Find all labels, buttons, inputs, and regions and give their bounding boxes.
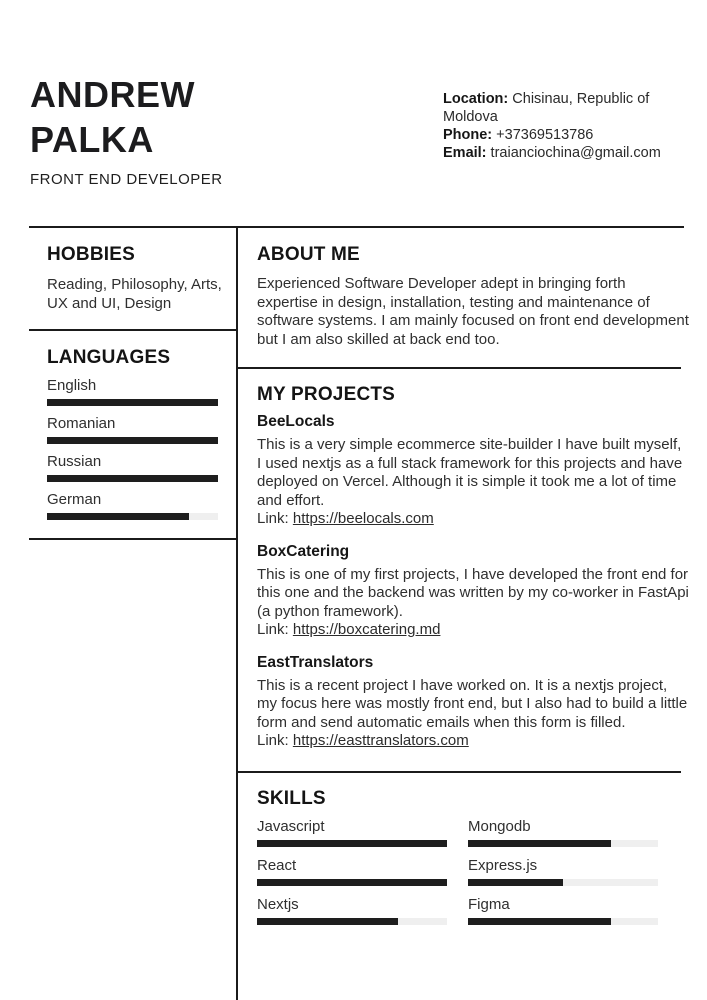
- skill-label: Javascript: [257, 818, 325, 835]
- skill-bar: [468, 840, 658, 847]
- skills-column-left: [257, 818, 447, 935]
- hobbies-text: Reading, Philosophy, Arts, UX and UI, Design: [47, 276, 222, 312]
- skill-bar-fill: [468, 879, 563, 886]
- language-bar-fill: [47, 399, 218, 406]
- skill-bar: [257, 879, 447, 886]
- skill-bar: [257, 840, 447, 847]
- language-bar: [47, 399, 218, 406]
- skill-bar-fill: [257, 918, 398, 925]
- phone-value: +37369513786: [496, 127, 594, 143]
- about-text: Experienced Software Developer adept in bringing forth expertise in design, installation, testing and maintenance of software systems. I am mainly focused on front end development but I am also skilled at back end too.: [257, 275, 689, 348]
- language-label: English: [47, 377, 97, 394]
- link-label: Link:: [257, 621, 289, 638]
- language-label: German: [47, 491, 102, 508]
- list-item: [257, 818, 447, 847]
- list-item: [47, 491, 218, 520]
- email-value: traianciochina@gmail.com: [490, 145, 661, 161]
- skill-label: Express.js: [468, 857, 538, 874]
- skill-bar: [468, 918, 658, 925]
- skills-grid: [257, 818, 658, 935]
- column-divider: [236, 226, 238, 1000]
- skill-bar-fill: [257, 879, 447, 886]
- project-description: This is a recent project I have worked on. It is a nextjs project, my focus here was mostly front end, but I also had to build a little form and send automatic emails when this form is filled.: [257, 676, 688, 731]
- hobbies-languages-divider: [29, 329, 236, 331]
- list-item: [47, 377, 218, 406]
- languages-heading: LANGUAGES: [47, 347, 171, 368]
- header: [30, 72, 223, 188]
- skill-label: Figma: [468, 896, 510, 913]
- project-link-line: [257, 510, 689, 529]
- list-item: [47, 453, 218, 482]
- hobbies-heading: HOBBIES: [47, 244, 135, 265]
- list-item: [47, 415, 218, 444]
- project-title: EastTranslators: [257, 653, 374, 671]
- project-link[interactable]: https://easttranslators.com: [292, 732, 469, 749]
- project-link[interactable]: https://beelocals.com: [292, 510, 434, 527]
- skill-bar-fill: [468, 840, 611, 847]
- project-link-line: [257, 621, 689, 640]
- name-last: PALKA: [30, 119, 154, 160]
- list-item: [468, 896, 658, 925]
- contact-block: [443, 90, 675, 162]
- location-label: Location:: [443, 91, 509, 107]
- skill-bar-fill: [468, 918, 611, 925]
- skill-label: React: [257, 857, 297, 874]
- languages-list: [47, 377, 218, 529]
- list-item: [257, 542, 689, 640]
- language-bar-fill: [47, 513, 189, 520]
- language-bar-fill: [47, 437, 218, 444]
- language-bar-fill: [47, 475, 218, 482]
- link-label: Link:: [257, 510, 289, 527]
- skill-bar: [257, 918, 447, 925]
- link-label: Link:: [257, 732, 289, 749]
- email-label: Email:: [443, 145, 487, 161]
- job-title: FRONT END DEVELOPER: [30, 171, 223, 188]
- list-item: [257, 857, 447, 886]
- language-bar: [47, 475, 218, 482]
- project-title: BeeLocals: [257, 413, 335, 430]
- project-description: This is one of my first projects, I have developed the front end for this one and the backend was written by my co-worker in FastApi (a python framework).: [257, 565, 689, 620]
- languages-bottom-divider: [29, 538, 236, 540]
- language-bar: [47, 513, 218, 520]
- project-title: BoxCatering: [257, 542, 350, 560]
- name-first: ANDREW: [30, 74, 195, 115]
- phone-label: Phone:: [443, 127, 493, 143]
- skill-bar: [468, 879, 658, 886]
- project-link[interactable]: https://boxcatering.md: [292, 621, 441, 638]
- project-description: This is a very simple ecommerce site-builder I have built myself, I used nextjs as a full stack framework for this projects and have deployed on Vercel. Although it is simple it took me a lot of time and effort.: [257, 436, 683, 509]
- list-item: [257, 896, 447, 925]
- language-label: Russian: [47, 453, 102, 470]
- skill-label: Mongodb: [468, 818, 531, 835]
- list-item: [468, 857, 658, 886]
- project-link-line: [257, 732, 689, 751]
- skills-column-right: [468, 818, 658, 935]
- language-bar: [47, 437, 218, 444]
- skills-heading: SKILLS: [257, 788, 326, 809]
- top-divider: [29, 226, 684, 228]
- skill-bar-fill: [257, 840, 447, 847]
- location-value: Chisinau, Republic of Moldova: [443, 91, 650, 125]
- about-projects-divider: [238, 367, 681, 369]
- about-heading: ABOUT ME: [257, 244, 360, 265]
- projects-heading: MY PROJECTS: [257, 384, 396, 405]
- projects-skills-divider: [238, 771, 681, 773]
- list-item: [257, 653, 689, 751]
- list-item: [468, 818, 658, 847]
- list-item: [257, 412, 689, 529]
- language-label: Romanian: [47, 415, 116, 432]
- projects-list: [257, 412, 689, 764]
- skill-label: Nextjs: [257, 896, 299, 913]
